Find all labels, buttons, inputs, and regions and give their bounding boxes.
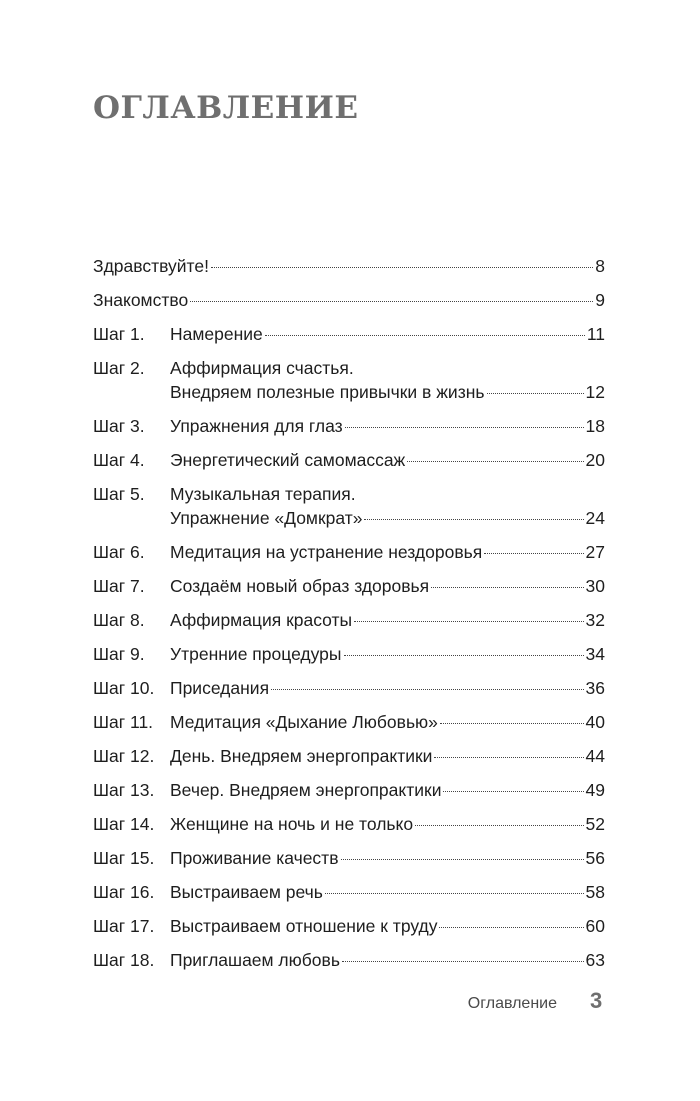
dot-leader [439, 927, 583, 928]
toc-entry-step-16[interactable] [93, 880, 605, 906]
toc-step-number: Шаг 7. [93, 576, 145, 596]
toc-entry-step-17[interactable] [93, 914, 605, 940]
toc-entry-title: Создаём новый образ здоровья [170, 576, 430, 596]
toc-entry-step-8[interactable] [93, 608, 605, 634]
toc-step-number: Шаг 11. [93, 712, 154, 732]
toc-page-number: 11 [586, 324, 605, 344]
toc-page-number: 20 [585, 450, 605, 470]
toc-entry-title: Энергетический самомассаж [170, 450, 406, 470]
toc-entry-title: Медитация на устранение нездоровья [170, 542, 483, 562]
toc-row [170, 744, 605, 768]
dot-leader [211, 267, 593, 268]
dot-leader [265, 335, 585, 336]
toc-entry-greeting[interactable] [93, 254, 605, 280]
toc-row [170, 506, 605, 530]
toc-step-number: Шаг 15. [93, 848, 155, 868]
toc-row [170, 448, 605, 472]
toc-entry-title: Вечер. Внедряем энергопрактики [170, 780, 442, 800]
toc-entry-intro[interactable] [93, 288, 605, 314]
toc-row [170, 914, 605, 938]
toc-row [170, 642, 605, 666]
toc-page-number: 18 [585, 416, 605, 436]
toc-entry-title: Выстраиваем речь [170, 882, 323, 902]
toc-page-number: 58 [585, 882, 605, 902]
dot-leader [344, 655, 584, 656]
toc-entry-title: Намерение [170, 324, 263, 344]
toc-entry-step-12[interactable] [93, 744, 605, 770]
dot-leader [345, 427, 584, 428]
toc-row [170, 540, 605, 564]
toc-entry-title-line2: Упражнение «Домкрат» [170, 508, 363, 528]
toc-entry-step-6[interactable] [93, 540, 605, 566]
toc-entry-title-line2: Внедряем полезные привычки в жизнь [170, 382, 485, 402]
dot-leader [341, 859, 584, 860]
page-title: ОГЛАВЛЕНИЕ [93, 90, 359, 126]
dot-leader [443, 791, 583, 792]
toc-entry-title: Медитация «Дыхание Любовью» [170, 712, 438, 732]
toc-page-number: 34 [585, 644, 605, 664]
dot-leader [415, 825, 583, 826]
toc-row [93, 254, 605, 278]
toc-entry-title: Проживание качеств [170, 848, 339, 868]
toc-entry-step-2[interactable] [93, 356, 605, 406]
toc-entry-step-15[interactable] [93, 846, 605, 872]
page-number: 3 [590, 988, 603, 1013]
toc-entry-step-18[interactable] [93, 948, 605, 974]
toc-entry-title: Аффирмация красоты [170, 610, 353, 630]
toc-step-number: Шаг 17. [93, 916, 155, 936]
dot-leader [431, 587, 583, 588]
toc-entry-step-14[interactable] [93, 812, 605, 838]
toc-row [170, 846, 605, 870]
toc-row [170, 322, 605, 346]
toc-step-number: Шаг 14. [93, 814, 155, 834]
toc-row [170, 414, 605, 438]
toc-page-number: 24 [585, 508, 605, 528]
dot-leader [484, 553, 583, 554]
toc-entry-step-1[interactable] [93, 322, 605, 348]
toc-step-number: Шаг 1. [93, 324, 145, 344]
toc-step-number: Шаг 5. [93, 484, 145, 504]
toc-row [170, 608, 605, 632]
toc-step-number: Шаг 18. [93, 950, 155, 970]
toc-entry-title-line1: Музыкальная терапия. [170, 484, 356, 504]
toc-page-number: 44 [585, 746, 605, 766]
toc-row [170, 380, 605, 404]
toc-row [170, 574, 605, 598]
running-footer-label: Оглавление [467, 995, 557, 1012]
toc-row [170, 812, 605, 836]
toc-page-number: 60 [585, 916, 605, 936]
toc-page-number: 49 [585, 780, 605, 800]
toc-step-number: Шаг 3. [93, 416, 145, 436]
toc-entry-title: Здравствуйте! [93, 256, 209, 276]
toc-entry-step-10[interactable] [93, 676, 605, 702]
toc-entry-step-3[interactable] [93, 414, 605, 440]
toc-step-number: Шаг 16. [93, 882, 155, 902]
toc-entry-step-11[interactable] [93, 710, 605, 736]
dot-leader [342, 961, 584, 962]
dot-leader [440, 723, 584, 724]
toc-step-number: Шаг 10. [93, 678, 155, 698]
dot-leader [354, 621, 583, 622]
toc-step-number: Шаг 2. [93, 358, 145, 378]
toc-page-number: 9 [595, 290, 605, 310]
dot-leader [190, 301, 593, 302]
toc-entry-title: Знакомство [93, 290, 189, 310]
toc-page-number: 36 [585, 678, 605, 698]
toc-row [170, 676, 605, 700]
toc-row [93, 288, 605, 312]
toc-page-number: 32 [585, 610, 605, 630]
dot-leader [434, 757, 583, 758]
toc-step-number: Шаг 6. [93, 542, 145, 562]
toc-page-number: 27 [585, 542, 605, 562]
toc-page-number: 40 [585, 712, 605, 732]
toc-entry-step-7[interactable] [93, 574, 605, 600]
dot-leader [325, 893, 584, 894]
toc-row [170, 948, 605, 972]
toc-entry-title-line1: Аффирмация счастья. [170, 358, 354, 378]
toc-step-number: Шаг 9. [93, 644, 145, 664]
toc-step-number: Шаг 12. [93, 746, 155, 766]
toc-entry-title: День. Внедряем энергопрактики [170, 746, 433, 766]
toc-entry-title: Утренние процедуры [170, 644, 342, 664]
toc-page-number: 63 [585, 950, 605, 970]
toc-row [170, 778, 605, 802]
toc-page-number: 52 [585, 814, 605, 834]
toc-step-number: Шаг 13. [93, 780, 155, 800]
toc-page-number: 12 [585, 382, 605, 402]
toc-entry-title: Упражнения для глаз [170, 416, 343, 436]
toc-step-number: Шаг 4. [93, 450, 145, 470]
dot-leader [407, 461, 583, 462]
dot-leader [364, 519, 583, 520]
toc-entry-title: Выстраиваем отношение к труду [170, 916, 438, 936]
dot-leader [487, 393, 584, 394]
toc-entry-title: Приседания [170, 678, 270, 698]
toc-entry-title: Приглашаем любовь [170, 950, 340, 970]
toc-row [170, 880, 605, 904]
dot-leader [271, 689, 583, 690]
toc-entry-step-13[interactable] [93, 778, 605, 804]
toc-entry-step-4[interactable] [93, 448, 605, 474]
toc-entry-step-5[interactable] [93, 482, 605, 532]
toc-page-number: 56 [585, 848, 605, 868]
toc-entry-step-9[interactable] [93, 642, 605, 668]
toc-row [170, 710, 605, 734]
toc-step-number: Шаг 8. [93, 610, 145, 630]
toc-page-number: 8 [595, 256, 605, 276]
toc-entry-title: Женщине на ночь и не только [170, 814, 414, 834]
toc-page-number: 30 [585, 576, 605, 596]
